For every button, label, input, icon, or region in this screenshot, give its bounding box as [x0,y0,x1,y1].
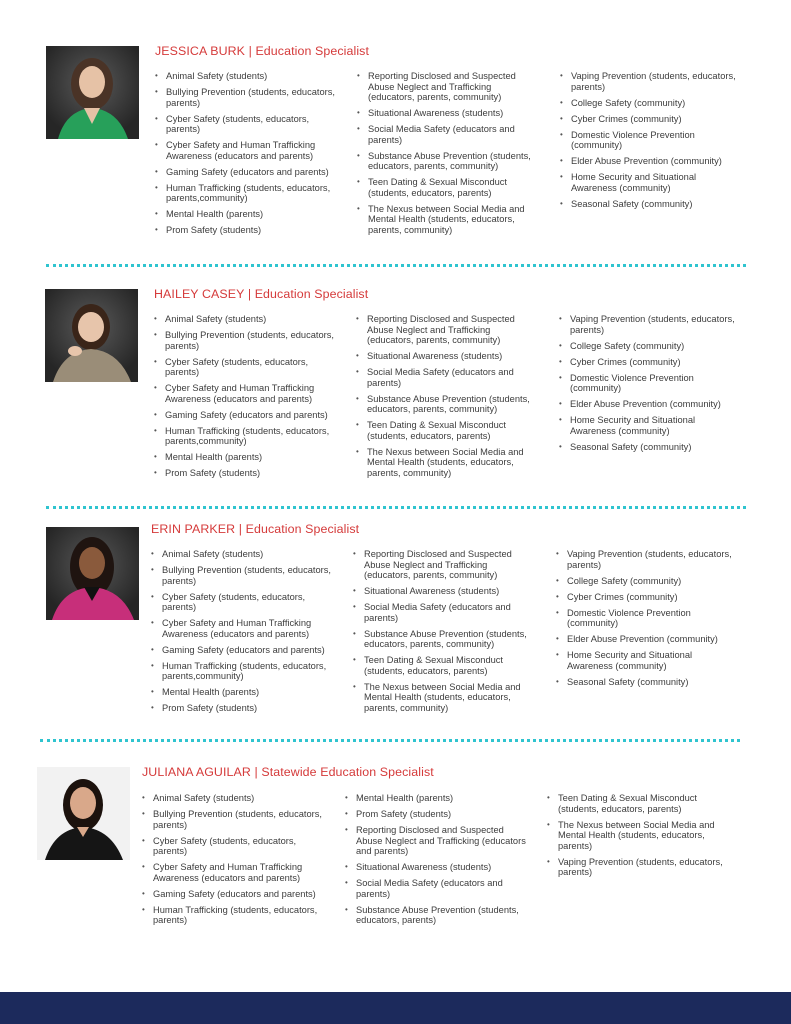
list-item: • Substance Abuse Prevention (students, educators, parents, community) [356,394,538,415]
list-item: • Prom Safety (students) [151,703,333,714]
topic-list-column-3 [559,314,741,458]
list-item: • Animal Safety (students) [154,314,336,325]
list-item: • Gaming Safety (educators and parents) [154,410,336,421]
profile-name: JULIANA AGUILAR [142,765,251,779]
footer-band [0,992,791,1024]
profile-name-title [142,765,434,779]
list-item: • Situational Awareness (students) [357,108,539,119]
list-item: • The Nexus between Social Media and Mental Health (students, educators, parents, community) [356,447,538,479]
section-divider [46,506,746,509]
list-item: • Prom Safety (students) [154,468,336,479]
portrait-image-icon [37,767,130,860]
topic-list-column-1 [151,549,333,719]
name-separator: | [235,522,246,536]
list-item: • Bullying Prevention (students, educators, parents) [154,330,336,351]
list-item: • The Nexus between Social Media and Mental Health (students, educators, parents, community) [357,204,539,236]
topic-list-column-2 [357,71,539,241]
list-item: • Domestic Violence Prevention (community) [556,608,738,629]
list-item: • Domestic Violence Prevention (community) [560,130,742,151]
profile-name-title [151,522,359,536]
list-item: • Human Trafficking (students, educators, parents,community) [155,183,337,204]
list-item: • Prom Safety (students) [155,225,337,236]
list-item: • Teen Dating & Sexual Misconduct (students, educators, parents) [547,793,729,814]
list-item: • Bullying Prevention (students, educators, parents) [155,87,337,108]
topic-list-column-2 [353,549,535,719]
list-item: • Cyber Safety and Human Trafficking Awareness (educators and parents) [151,618,333,639]
list-item: • Prom Safety (students) [345,809,527,820]
list-item: • Animal Safety (students) [155,71,337,82]
profile-photo [46,527,139,620]
list-item: • Mental Health (parents) [154,452,336,463]
topic-list-column-2 [345,793,527,931]
profile-name: HAILEY CASEY [154,287,245,301]
profile-name-title [154,287,368,301]
list-item: • Domestic Violence Prevention (community) [559,373,741,394]
list-item: • Elder Abuse Prevention (community) [559,399,741,410]
list-item: • Mental Health (parents) [151,687,333,698]
topic-list-column-1 [142,793,324,931]
list-item: • Vaping Prevention (students, educators, parents) [559,314,741,335]
list-item: • Human Trafficking (students, educators, parents,community) [151,661,333,682]
list-item: • Vaping Prevention (students, educators, parents) [547,857,729,878]
portrait-image-icon [45,289,138,382]
list-item: • Home Security and Situational Awareness (community) [556,650,738,671]
profile-photo [46,46,139,139]
profile-name-title [155,44,369,58]
topic-list-column-3 [547,793,729,883]
portrait-image-icon [46,46,139,139]
list-item: • Cyber Crimes (community) [556,592,738,603]
list-item: • Human Trafficking (students, educators, parents,community) [154,426,336,447]
list-item: • Reporting Disclosed and Suspected Abuse Neglect and Trafficking (educators, parents, community) [353,549,535,581]
topic-list-column-3 [556,549,738,693]
list-item: • Substance Abuse Prevention (students, educators, parents, community) [353,629,535,650]
list-item: • Bullying Prevention (students, educators, parents) [142,809,324,830]
topic-list-column-1 [155,71,337,241]
list-item: • Elder Abuse Prevention (community) [556,634,738,645]
list-item: • Animal Safety (students) [151,549,333,560]
list-item: • Gaming Safety (educators and parents) [151,645,333,656]
list-item: • Cyber Safety (students, educators, parents) [142,836,324,857]
list-item: • Vaping Prevention (students, educators, parents) [556,549,738,570]
profile-title: Education Specialist [254,287,369,301]
list-item: • Seasonal Safety (community) [556,677,738,688]
list-item: • Substance Abuse Prevention (students, educators, parents) [345,905,527,926]
list-item: • Situational Awareness (students) [356,351,538,362]
list-item: • Reporting Disclosed and Suspected Abuse Neglect and Trafficking (educators and parents) [345,825,527,857]
list-item: • Cyber Crimes (community) [559,357,741,368]
name-separator: | [250,765,262,779]
list-item: • Mental Health (parents) [155,209,337,220]
list-item: • Human Trafficking (students, educators, parents) [142,905,324,926]
list-item: • Substance Abuse Prevention (students, educators, parents, community) [357,151,539,172]
profile-photo [45,289,138,382]
list-item: • Cyber Safety (students, educators, parents) [154,357,336,378]
list-item: • Social Media Safety (educators and parents) [353,602,535,623]
name-separator: | [245,44,256,58]
list-item: • Seasonal Safety (community) [559,442,741,453]
list-item: • The Nexus between Social Media and Mental Health (students, educators, parents) [547,820,729,852]
profile-title: Statewide Education Specialist [261,765,434,779]
list-item: • Animal Safety (students) [142,793,324,804]
list-item: • Bullying Prevention (students, educators, parents) [151,565,333,586]
list-item: • Teen Dating & Sexual Misconduct (students, educators, parents) [353,655,535,676]
list-item: • Seasonal Safety (community) [560,199,742,210]
list-item: • The Nexus between Social Media and Mental Health (students, educators, parents, community) [353,682,535,714]
list-item: • College Safety (community) [556,576,738,587]
list-item: • Cyber Safety and Human Trafficking Awareness (educators and parents) [154,383,336,404]
list-item: • Social Media Safety (educators and parents) [345,878,527,899]
list-item: • Cyber Safety and Human Trafficking Awareness (educators and parents) [142,862,324,883]
list-item: • Cyber Safety (students, educators, parents) [155,114,337,135]
list-item: • Reporting Disclosed and Suspected Abuse Neglect and Trafficking (educators, parents, community) [357,71,539,103]
section-divider [46,264,746,267]
list-item: • Teen Dating & Sexual Misconduct (students, educators, parents) [357,177,539,198]
section-divider [40,739,740,742]
list-item: • Elder Abuse Prevention (community) [560,156,742,167]
list-item: • Cyber Safety (students, educators, parents) [151,592,333,613]
list-item: • College Safety (community) [560,98,742,109]
list-item: • Reporting Disclosed and Suspected Abuse Neglect and Trafficking (educators, parents, community) [356,314,538,346]
profile-photo [37,767,130,860]
profile-title: Education Specialist [245,522,360,536]
topic-list-column-1 [154,314,336,484]
list-item: • Situational Awareness (students) [345,862,527,873]
list-item: • College Safety (community) [559,341,741,352]
list-item: • Home Security and Situational Awareness (community) [559,415,741,436]
list-item: • Vaping Prevention (students, educators, parents) [560,71,742,92]
list-item: • Home Security and Situational Awareness (community) [560,172,742,193]
profile-name: ERIN PARKER [151,522,236,536]
topic-list-column-3 [560,71,742,215]
list-item: • Gaming Safety (educators and parents) [142,889,324,900]
list-item: • Social Media Safety (educators and parents) [357,124,539,145]
list-item: • Situational Awareness (students) [353,586,535,597]
list-item: • Mental Health (parents) [345,793,527,804]
list-item: • Social Media Safety (educators and parents) [356,367,538,388]
profile-title: Education Specialist [255,44,370,58]
list-item: • Cyber Safety and Human Trafficking Awareness (educators and parents) [155,140,337,161]
topic-list-column-2 [356,314,538,484]
list-item: • Teen Dating & Sexual Misconduct (students, educators, parents) [356,420,538,441]
list-item: • Cyber Crimes (community) [560,114,742,125]
name-separator: | [244,287,255,301]
profile-name: JESSICA BURK [155,44,246,58]
list-item: • Gaming Safety (educators and parents) [155,167,337,178]
portrait-image-icon [46,527,139,620]
